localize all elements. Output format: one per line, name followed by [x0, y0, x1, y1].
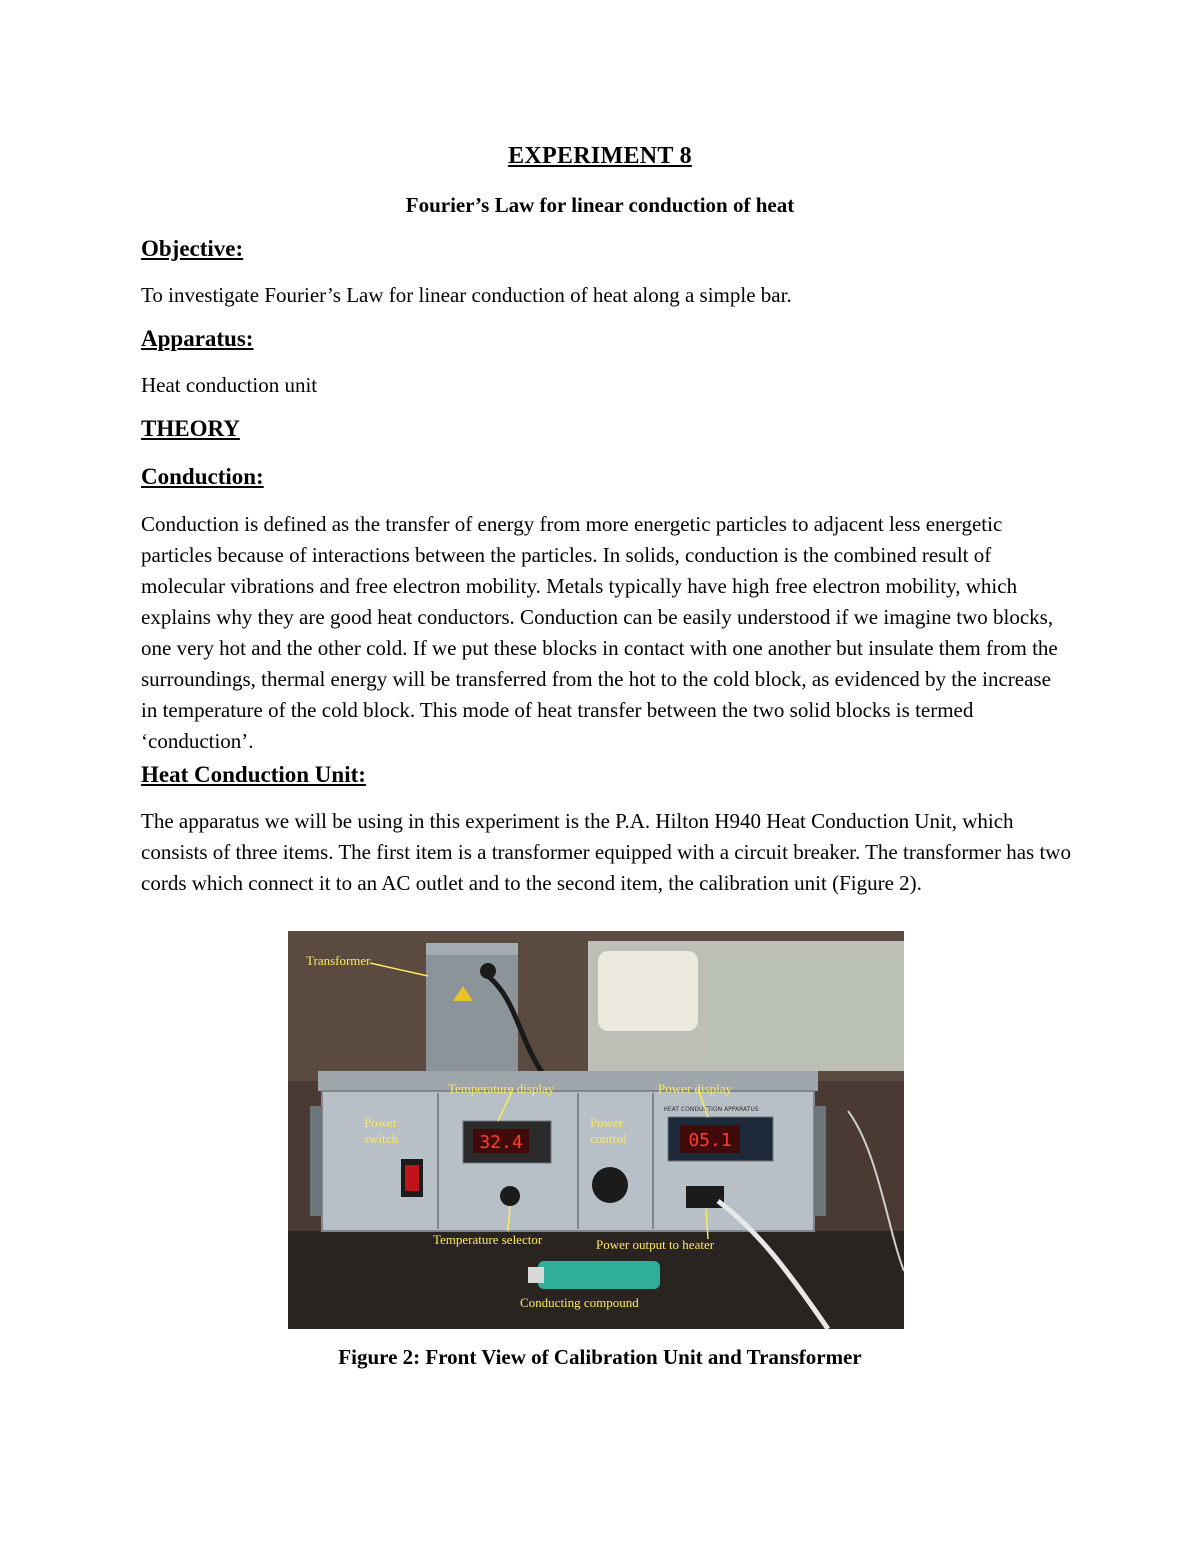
- conduction-heading: Conduction:: [141, 464, 264, 489]
- power-readout: 05.1: [688, 1130, 732, 1151]
- figure-caption: Figure 2: Front View of Calibration Unit and Transformer: [338, 1345, 862, 1369]
- label-power-control-2: control: [590, 1131, 627, 1146]
- conducting-compound-tube: [528, 1261, 660, 1289]
- apparatus-heading: Apparatus:: [141, 326, 254, 351]
- label-transformer: Transformer: [306, 953, 371, 968]
- calibration-unit: [310, 1071, 826, 1231]
- label-temperature-selector: Temperature selector: [433, 1232, 543, 1247]
- apparatus-photo: [288, 931, 904, 1329]
- label-power-switch-2: switch: [364, 1131, 398, 1146]
- conduction-text: Conduction is defined as the transfer of energy from more energetic particles to adjacent less energetic particles because of interactions between the particles. In solids, conduction is the combined result of molecular vibrations and free electron mobility. Metals typically have high free electron mobility, which explains why they are good heat conductors. Conduction can be easily understood if we imagine two blocks, one very hot and the other cold. If we put these blocks in contact with one another but insulate them from the surroundings, thermal energy will be transferred from the hot to the cold block, as evidenced by the increase in temperature of the cold block. This mode of heat transfer between the two solid blocks is termed ‘conduction’.: [141, 512, 1058, 753]
- label-conducting-compound: Conducting compound: [520, 1295, 639, 1310]
- label-power-switch-1: Power: [364, 1115, 398, 1130]
- label-power-output: Power output to heater: [596, 1237, 715, 1252]
- heat-conduction-unit-text: The apparatus we will be using in this experiment is the P.A. Hilton H940 Heat Conduction Unit, which consists of three items. The first item is a transformer equipped with a circuit breaker. The transformer has two cords which connect it to an AC outlet and to the second item, the calibration unit (Figure 2).: [141, 809, 1071, 895]
- label-power-control-1: Power: [590, 1115, 624, 1130]
- document-subtitle: Fourier’s Law for linear conduction of heat: [405, 193, 795, 217]
- label-temperature-display: Temperature display: [448, 1081, 555, 1096]
- document-title: EXPERIMENT 8: [508, 143, 692, 169]
- objective-text: To investigate Fourier’s Law for linear conduction of heat along a simple bar.: [141, 283, 792, 307]
- objective-heading: Objective:: [141, 236, 244, 261]
- label-power-display: Power display: [658, 1081, 733, 1096]
- panel-title: HEAT CONDUCTION APPARATUS: [663, 1106, 759, 1113]
- theory-heading: THEORY: [141, 416, 240, 441]
- temperature-readout: 32.4: [479, 1132, 523, 1153]
- apparatus-text: Heat conduction unit: [141, 373, 318, 397]
- heat-conduction-unit-heading: Heat Conduction Unit:: [141, 762, 366, 787]
